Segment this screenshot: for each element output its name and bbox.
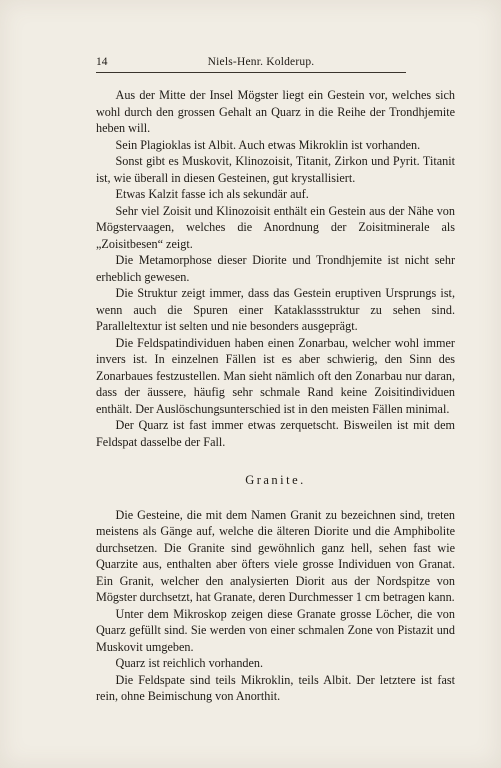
paragraph: Etwas Kalzit fasse ich als sekundär auf. — [115, 187, 309, 201]
paragraph: Die Gesteine, die mit dem Namen Granit zu bezeichnen sind, treten meistens als Gänge auf, welche die älteren Diorite und die Amphibolite durchsetzen. Die Granite sind gewöhnlich ganz hell, sehen fast wie Quarzite aus, enthalten aber öfters viele grosse Individuen von Granat. Ein Granit, welcher den analysierten Diorit aus der Nordspitze von Mögster durchsetzt, hat Granate, deren Durchmesser 1 cm betragen kann. — [96, 507, 455, 604]
page-number: 14 — [96, 56, 108, 68]
paragraph: Die Struktur zeigt immer, dass das Gestein eruptiven Ursprungs ist, wenn auch die Spuren einer Kataklassstruktur zu sehen sind. Paralleltextur ist selten und nie besonders ausgeprägt. — [96, 286, 455, 333]
paragraph: Sonst gibt es Muskovit, Klinozoisit, Titanit, Zirkon und Pyrit. Titanit ist, wie überall in diesen Gesteinen, gut krystallisiert. — [96, 154, 455, 185]
paragraph: Die Metamorphose dieser Diorite und Trondhjemite ist nicht sehr erheblich gewesen. — [96, 253, 455, 284]
paragraph: Unter dem Mikroskop zeigen diese Granate grosse Löcher, die von Quarz gefüllt sind. Sie werden von einer schmalen Zone von Pistazit und Muskovit umgeben. — [96, 606, 455, 654]
running-title: Niels-Henr. Kolderup. — [207, 56, 315, 68]
paragraph: Aus der Mitte der Insel Mögster liegt ein Gestein vor, welches sich wohl durch den grossen Gehalt an Quarz in die Reihe der Trondhjemite heben will. — [96, 88, 455, 135]
paragraph: Die Feldspate sind teils Mikroklin, teils Albit. Der letztere ist fast rein, ohne Beimischung von Anorthit. — [96, 672, 455, 703]
section-heading: Granite. — [245, 473, 306, 487]
body-text — [96, 87, 455, 705]
running-header — [96, 54, 406, 73]
paragraph: Die Feldspatindividuen haben einen Zonarbau, welcher wohl immer invers ist. In einzelnen Fällen ist es aber schwierig, den Sinn des Zonarbaues festzustellen. Man sieht nämlich oft den Zonarbau nur daran, dass der äussere, häufig sehr schmale Rand keine Zoisitindividuen enthält. Der Auslöschungsunterschied ist in den meisten Fällen minimal. — [96, 335, 455, 416]
paragraph: Der Quarz ist fast immer etwas zerquetscht. Bisweilen ist mit dem Feldspat dasselbe der Fall. — [96, 418, 455, 449]
paragraph: Quarz ist reichlich vorhanden. — [115, 656, 264, 670]
paragraph: Sein Plagioklas ist Albit. Auch etwas Mikroklin ist vorhanden. — [115, 137, 421, 152]
paragraph: Sehr viel Zoisit und Klinozoisit enthält ein Gestein aus der Nähe von Mögstervaagen, welches die Anordnung der Zoisitminerale als „Zoisitbesen“ zeigt. — [96, 203, 455, 251]
